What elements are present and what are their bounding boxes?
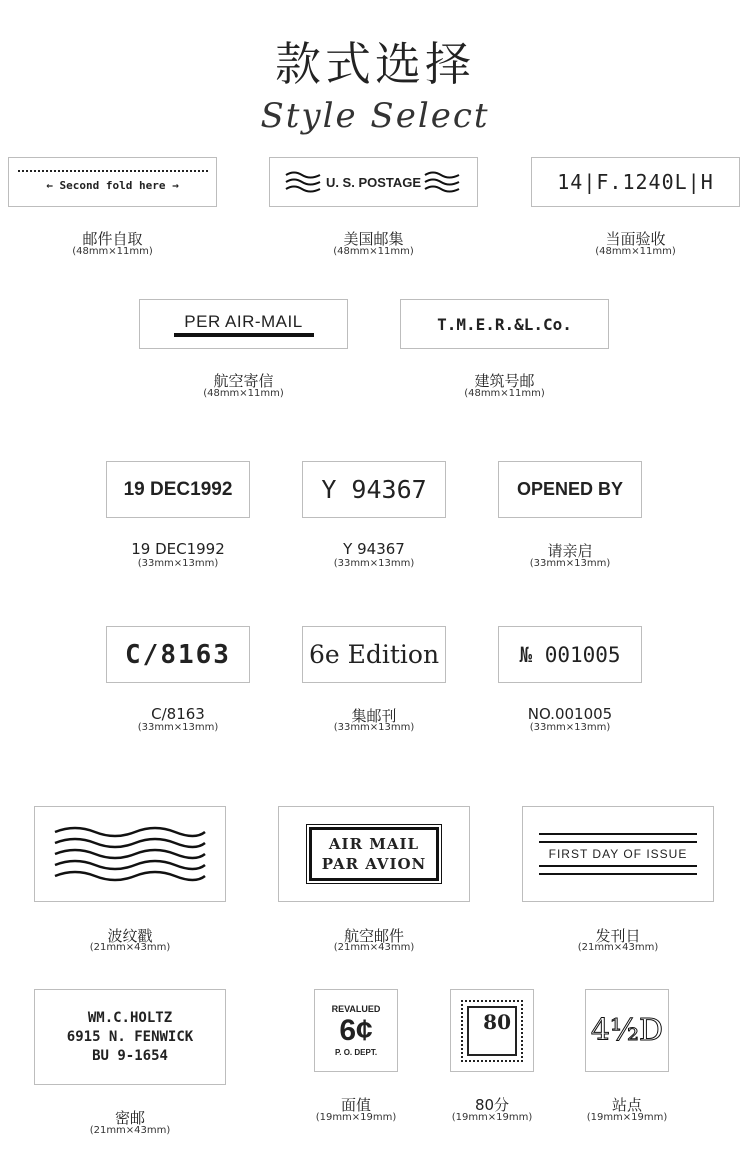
page-subtitle: Style Select xyxy=(260,96,490,136)
item-size: (48mm×11mm) xyxy=(203,388,284,399)
item-name: 80分 xyxy=(474,1096,510,1114)
stamp-line: WM.C.HOLTZ xyxy=(87,1009,173,1026)
item-name: 航空邮件 xyxy=(343,927,404,945)
item-size: (21mm×43mm) xyxy=(89,1125,171,1136)
stamp-c8163[interactable] xyxy=(106,626,250,683)
stamp-line: REVALUED xyxy=(331,1004,381,1014)
item-size: (48mm×11mm) xyxy=(595,246,676,257)
arrow-right-icon: → xyxy=(172,179,179,192)
wave-icon xyxy=(423,170,463,194)
revalued-art xyxy=(332,1004,381,1057)
stamp-first-day[interactable] xyxy=(522,806,714,902)
item-size: (33mm×13mm) xyxy=(529,722,611,733)
stamp-text: U. S. POSTAGE xyxy=(325,174,422,190)
stamp-address[interactable] xyxy=(34,989,226,1085)
address-art xyxy=(67,1009,193,1066)
item-size: (21mm×43mm) xyxy=(89,942,171,953)
item-name: C/8163 xyxy=(151,705,205,723)
stamp-wave-cancel[interactable] xyxy=(34,806,226,902)
item-name: 邮件自取 xyxy=(82,230,143,248)
wavy-lines-icon xyxy=(50,822,210,886)
item-size: (19mm×19mm) xyxy=(451,1112,533,1123)
stamp-text: C/8163 xyxy=(125,639,231,670)
stamp-no001005[interactable] xyxy=(498,626,642,683)
air-mail-art xyxy=(174,312,314,337)
stamp-text: PER AIR-MAIL xyxy=(184,311,303,331)
item-name: 美国邮集 xyxy=(343,230,404,248)
arrow-left-icon: ← xyxy=(46,179,53,192)
stamp-y94367[interactable] xyxy=(302,461,446,518)
item-name: 当面验收 xyxy=(605,230,666,248)
item-name: 站点 xyxy=(611,1096,642,1114)
stamp-tmerl[interactable] xyxy=(400,299,609,349)
second-fold-art xyxy=(18,167,208,197)
item-size: (33mm×13mm) xyxy=(333,558,415,569)
stamp-second-fold[interactable] xyxy=(8,157,217,207)
stamp-14f[interactable] xyxy=(531,157,740,207)
stamp-line: BU 9-1654 xyxy=(92,1047,168,1064)
item-name: 密邮 xyxy=(114,1109,145,1127)
stamp-line: P. O. DEPT. xyxy=(334,1048,378,1057)
item-name: 请亲启 xyxy=(547,542,593,560)
item-size: (21mm×43mm) xyxy=(333,942,415,953)
item-name: 发刊日 xyxy=(595,927,641,945)
item-name: NO.001005 xyxy=(527,705,613,723)
item-size: (48mm×11mm) xyxy=(464,388,545,399)
stamp-air-mail-par-avion[interactable] xyxy=(278,806,470,902)
item-name: 19 DEC1992 xyxy=(131,540,225,558)
stamp-line: PAR AVION xyxy=(321,855,427,873)
stamp-line: 6¢ xyxy=(339,1014,373,1047)
item-name: Y 94367 xyxy=(343,540,405,558)
stamp-text: Second fold here xyxy=(59,179,166,192)
stamp-text: 19 DEC1992 xyxy=(123,478,233,500)
stamp-line: AIR MAIL xyxy=(328,835,420,853)
item-name: 面值 xyxy=(340,1096,371,1114)
page-title: 款式选择 xyxy=(275,37,475,91)
item-size: (33mm×13mm) xyxy=(137,558,219,569)
first-day-art xyxy=(539,833,697,875)
stamp-text: Y 94367 xyxy=(321,475,427,504)
item-size: (19mm×19mm) xyxy=(586,1112,668,1123)
item-size: (21mm×43mm) xyxy=(577,942,659,953)
item-size: (33mm×13mm) xyxy=(529,558,611,569)
stamp-revalued[interactable] xyxy=(314,989,398,1072)
item-name: 航空寄信 xyxy=(213,372,274,390)
stamp-80[interactable] xyxy=(450,989,534,1072)
stamp-text: 6e Edition xyxy=(308,640,440,669)
stamp-19dec1992[interactable] xyxy=(106,461,250,518)
stamp-frame-art xyxy=(461,1000,523,1062)
stamp-6e-edition[interactable] xyxy=(302,626,446,683)
item-size: (33mm×13mm) xyxy=(137,722,219,733)
underline-bar xyxy=(174,333,314,337)
stamp-text: T.M.E.R.&L.Co. xyxy=(437,314,572,334)
item-size: (33mm×13mm) xyxy=(333,722,415,733)
item-size: (48mm×11mm) xyxy=(333,246,414,257)
stamp-line: 6915 N. FENWICK xyxy=(66,1028,194,1045)
stamp-text: FIRST DAY OF ISSUE xyxy=(548,847,688,861)
stamp-text: 4½D xyxy=(590,1013,664,1048)
stamp-text: 14|F.1240L|H xyxy=(557,170,714,194)
stamp-4half[interactable] xyxy=(585,989,669,1072)
item-size: (19mm×19mm) xyxy=(315,1112,397,1123)
item-size: (48mm×11mm) xyxy=(72,246,153,257)
stamp-us-postage[interactable] xyxy=(269,157,478,207)
air-mail-frame xyxy=(309,827,440,881)
item-name: 波纹戳 xyxy=(107,927,153,945)
item-name: 建筑号邮 xyxy=(474,372,535,390)
stamp-text: № 001005 xyxy=(519,642,621,667)
stamp-opened-by[interactable] xyxy=(498,461,642,518)
stamp-per-air-mail[interactable] xyxy=(139,299,348,349)
stamp-text: OPENED BY xyxy=(516,479,624,499)
stamp-text: 80 xyxy=(483,1009,511,1034)
item-name: 集邮刊 xyxy=(351,707,397,725)
wave-icon xyxy=(284,170,324,194)
